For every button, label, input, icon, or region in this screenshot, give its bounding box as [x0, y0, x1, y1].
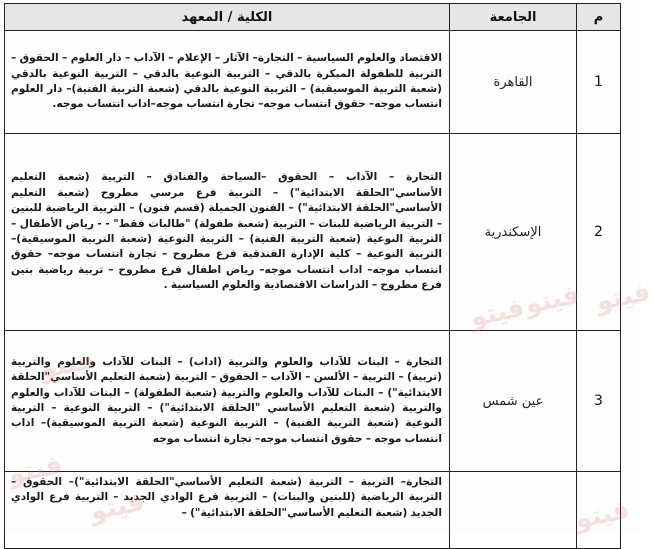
watermark-logo: فيتو: [5, 449, 66, 491]
watermark-logo: فيتو: [522, 279, 583, 321]
faculty-list: التجارة– التربية – التربية (شعبة التعليم الأساسي"الحلقة الابتدائية")– الحقوق – التربية الرياضية (للبنين والبنات) – التربية فرع الوادي الجديد – التربية فرع الوادي الجديد (شعبة التعليم الأساسي"الحلقة الابتدائية") –: [5, 472, 450, 549]
header-faculty: الكلية / المعهد: [5, 4, 450, 31]
universities-table: [4, 3, 621, 549]
faculty-list: التجارة – البنات للآداب والعلوم والتربية (اداب) – البنات للآداب والعلوم والتربية (تربية) – التربية – الألسن – الآداب – الحقوق – التربية (شعبة التعليم الأساسي"الحلقة الابتدائية") – البنات للآداب والعلوم والتربية (شعبة الطفولة) – البنات للآداب والعلوم والتربية (شعبة التعليم الأساسي "الحلقة الابتدائية") – التربية النوعية – التربية النوعية (شعبة التربية الفنية) – التربية النوعية (شعبة التربية الموسيقية)– اداب انتساب موجه – حقوق انتساب موجه– تجارة انتساب موجه: [5, 331, 450, 472]
watermark-logo: فيتو: [593, 276, 653, 318]
table-header-row: [5, 4, 621, 31]
table-row: [5, 31, 621, 134]
row-number: 1: [577, 31, 621, 134]
university-name: [450, 472, 577, 549]
header-number: م: [577, 4, 621, 31]
university-name: القاهرة: [450, 31, 577, 134]
university-name: الإسكندرية: [450, 134, 577, 331]
university-name: عين شمس: [450, 331, 577, 472]
row-number: 3: [577, 331, 621, 472]
table-row: [5, 331, 621, 472]
faculty-list: الاقتصاد والعلوم السياسية – التجارة– الآثار – الإعلام – الآداب – دار العلوم – الحقوق –التربية للطفولة المبكرة بالدقي – التربية النوعية بالدقي – التربية النوعية بالدقي (شعبة التربية الموسيقية) – التربية النوعية بالدقي (شعبة التربية الفنية)– دار العلوم انتساب موجه– حقوق انتساب موجه– تجارة انتساب موجه–اداب انتساب موجه.: [5, 31, 450, 134]
table-row: [5, 472, 621, 549]
row-number: [577, 472, 621, 549]
watermark-logo: فيتو: [572, 494, 633, 536]
table-row: [5, 134, 621, 331]
watermark-logo: فيتو: [467, 292, 528, 334]
faculty-list: التجارة – الآداب – الحقوق –السياحة والفنادق – التربية (شعبة التعليم الأساسي"الحلقة الابتدائية") – التربية فرع مرسي مطروح (شعبة التعليم الأساسي"الحلقة الابتدائية") – الفنون الجميلة (قسم فنون) – التربية الرياضية للبنين – التربية الرياضية للبنات – التربية (شعبة طفولة) "طالبات فقط" - - رياض الأطفال – التربية النوعية (شعبة التربية الفنية) – التربية النوعية (شعبة التربية الموسيقية)– التربية النوعية – كلية الإدارة الفندقية فرع مطروح – تجارة انتساب موجه– حقوق انتساب موجه– اداب انتساب موجه– رياض اطفال فرع مطروح – تربية رياضية بنين فرع مطروح – الدراسات الاقتصادية والعلوم السياسية .: [5, 134, 450, 331]
watermark-logo: فيتو: [87, 486, 148, 528]
header-university: الجامعة: [450, 4, 577, 31]
watermark-logo: فيتو: [37, 344, 98, 386]
row-number: 2: [577, 134, 621, 331]
